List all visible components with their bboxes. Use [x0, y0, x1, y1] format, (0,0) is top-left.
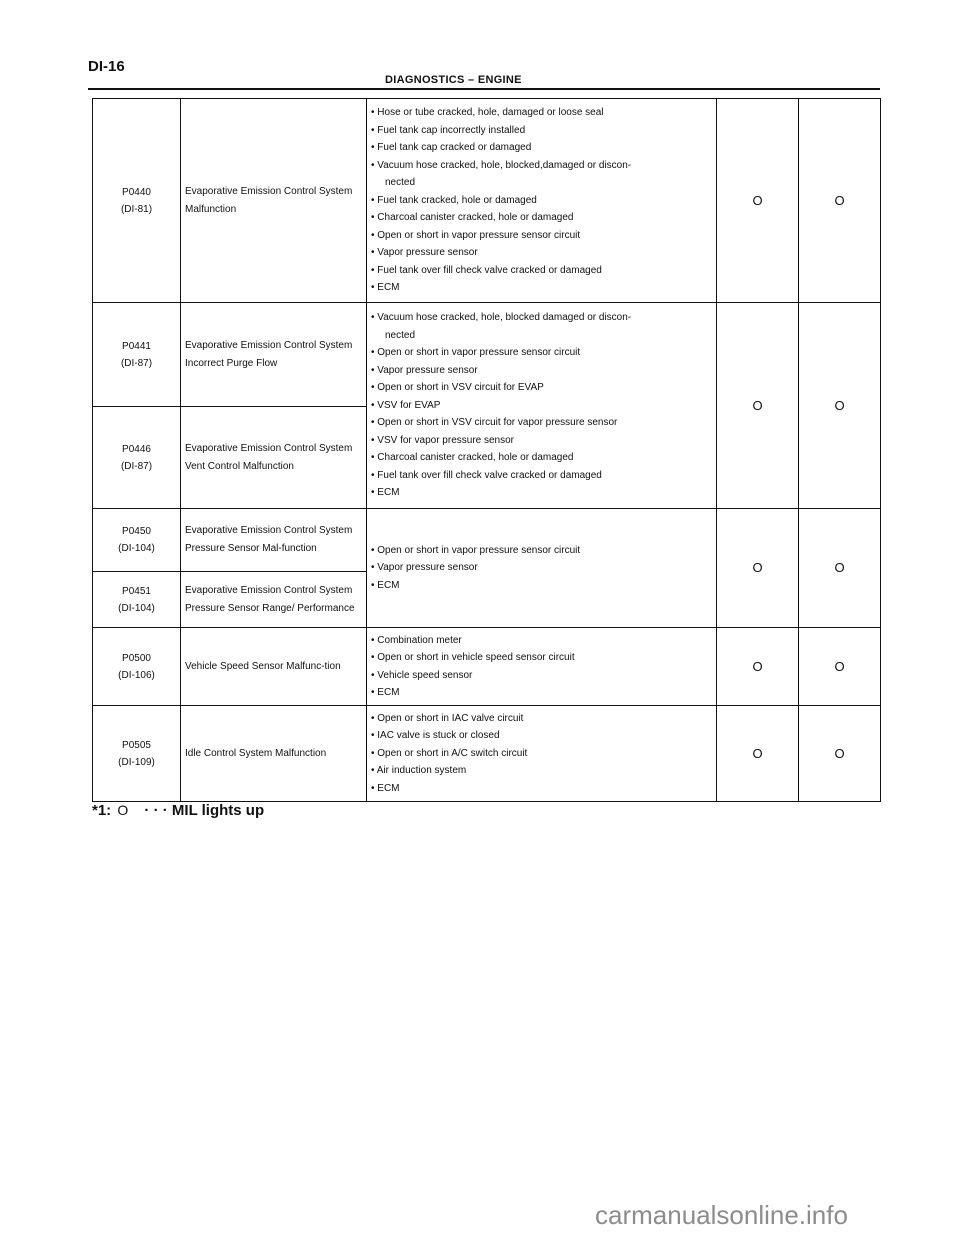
footnote-text: · · · MIL lights up: [144, 802, 265, 819]
trouble-area: [367, 509, 717, 628]
trouble-area-line: • Open or short in vapor pressure sensor circuit: [371, 347, 581, 359]
trouble-area-line: • VSV for EVAP: [371, 399, 441, 411]
memory-mark: O: [799, 706, 881, 802]
trouble-area-line: • Air induction system: [371, 765, 467, 777]
trouble-area-line: • Hose or tube cracked, hole, damaged or loose seal: [371, 107, 604, 119]
trouble-area-line: • Fuel tank cap cracked or damaged: [371, 142, 532, 154]
dtc-code: P0450: [122, 526, 151, 537]
detection-item: Evaporative Emission Control System Pressure Sensor Range/ Performance: [181, 572, 367, 628]
trouble-area-line: • Open or short in A/C switch circuit: [371, 747, 528, 759]
dtc-ref: (DI-104): [118, 602, 155, 614]
section-title: DIAGNOSTICS – ENGINE: [385, 74, 522, 86]
dtc-code: P0451: [122, 585, 151, 597]
dtc-table: [92, 98, 881, 802]
trouble-area-line: • Fuel tank cap incorrectly installed: [371, 124, 526, 136]
dtc-ref: (DI-104): [118, 543, 155, 554]
detection-item: Vehicle Speed Sensor Malfunc-tion: [181, 628, 367, 706]
mil-mark: O: [717, 706, 799, 802]
trouble-area-line: • ECM: [371, 782, 400, 794]
trouble-area-line: nected: [385, 329, 416, 341]
memory-mark: O: [799, 509, 881, 628]
memory-mark: O: [799, 628, 881, 706]
watermark: carmanualsonline.info: [595, 1200, 848, 1230]
dtc-ref: (DI-87): [120, 460, 153, 472]
page-id: DI-16: [88, 58, 125, 75]
trouble-area-line: • VSV for vapor pressure sensor: [371, 434, 515, 446]
trouble-area-line: • ECM: [371, 579, 400, 591]
table-row: [93, 303, 881, 407]
table-row: [93, 99, 881, 303]
trouble-area-line: • Charcoal canister cracked, hole or damaged: [371, 212, 574, 224]
trouble-area-line: • Fuel tank over fill check valve cracked or damaged: [371, 264, 602, 276]
footnote-marker: *1:: [92, 802, 112, 819]
dtc-ref: (DI-109): [118, 756, 155, 768]
trouble-area-line: • Open or short in IAC valve circuit: [371, 712, 524, 724]
trouble-area-line: • Vapor pressure sensor: [371, 562, 478, 574]
trouble-area-line: • Open or short in vehicle speed sensor circuit: [371, 652, 575, 663]
trouble-area-line: nected: [385, 177, 416, 189]
trouble-area-line: • Vehicle speed sensor: [371, 669, 473, 681]
trouble-area-line: • ECM: [371, 282, 400, 294]
trouble-area-line: • Charcoal canister cracked, hole or damaged: [371, 452, 574, 464]
memory-mark: O: [799, 99, 881, 303]
trouble-area: [367, 303, 717, 509]
mil-mark: O: [717, 303, 799, 509]
detection-item: Idle Control System Malfunction: [181, 706, 367, 802]
detection-item: Evaporative Emission Control System Incorrect Purge Flow: [181, 303, 367, 407]
dtc-ref: (DI-87): [120, 357, 153, 369]
dtc-code-cell: [93, 407, 181, 509]
dtc-code-cell: [93, 509, 181, 572]
table-row: [93, 706, 881, 802]
detection-item: Evaporative Emission Control System Vent Control Malfunction: [181, 407, 367, 509]
footnote: [92, 802, 264, 819]
trouble-area-line: • Vapor pressure sensor: [371, 247, 478, 259]
dtc-code: P0505: [122, 739, 151, 751]
detection-item: Evaporative Emission Control System Pressure Sensor Mal-function: [181, 509, 367, 572]
trouble-area-line: • Open or short in VSV circuit for EVAP: [371, 382, 544, 394]
table-row: [93, 628, 881, 706]
dtc-ref: (DI-81): [120, 203, 153, 215]
dtc-code: P0446: [122, 443, 151, 455]
trouble-area-line: • ECM: [371, 687, 400, 698]
trouble-area-line: • Vacuum hose cracked, hole, blocked,damaged or discon-: [371, 159, 632, 171]
trouble-area: [367, 628, 717, 706]
trouble-area-line: • Vapor pressure sensor: [371, 364, 478, 376]
mil-mark: O: [717, 99, 799, 303]
dtc-ref: (DI-106): [118, 669, 155, 681]
memory-mark: O: [799, 303, 881, 509]
dtc-code: P0440: [122, 186, 151, 198]
trouble-area-line: • Fuel tank over fill check valve cracked or damaged: [371, 469, 602, 481]
dtc-code-cell: [93, 572, 181, 628]
trouble-area-line: • Open or short in VSV circuit for vapor pressure sensor: [371, 417, 618, 429]
trouble-area-line: • IAC valve is stuck or closed: [371, 730, 500, 742]
dtc-code-cell: [93, 628, 181, 706]
footnote-symbol: O: [117, 802, 129, 818]
header-rule: [88, 88, 880, 90]
trouble-area-line: • Fuel tank cracked, hole or damaged: [371, 194, 537, 206]
dtc-code: P0500: [122, 652, 151, 664]
table-row: [93, 509, 881, 572]
detection-item: Evaporative Emission Control System Malfunction: [181, 99, 367, 303]
trouble-area: [367, 706, 717, 802]
trouble-area-line: • Vacuum hose cracked, hole, blocked damaged or discon-: [371, 312, 632, 324]
dtc-code-cell: [93, 99, 181, 303]
dtc-code: P0441: [122, 340, 151, 352]
trouble-area-line: • Open or short in vapor pressure sensor circuit: [371, 229, 581, 241]
mil-mark: O: [717, 509, 799, 628]
trouble-area: [367, 99, 717, 303]
dtc-code-cell: [93, 303, 181, 407]
trouble-area-line: • Combination meter: [371, 634, 462, 646]
trouble-area-line: • Open or short in vapor pressure sensor circuit: [371, 544, 581, 556]
trouble-area-line: • ECM: [371, 487, 400, 499]
mil-mark: O: [717, 628, 799, 706]
dtc-code-cell: [93, 706, 181, 802]
